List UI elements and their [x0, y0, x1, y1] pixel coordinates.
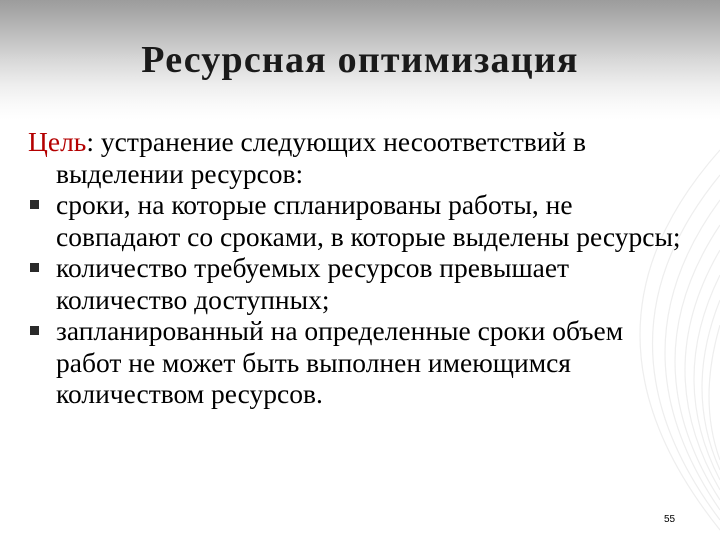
- list-item: [28, 315, 693, 410]
- square-bullet-icon: [30, 326, 39, 335]
- bullet-text: количество требуемых ресурсов превышает количество доступных;: [56, 252, 570, 315]
- square-bullet-icon: [30, 263, 39, 272]
- slide-body: [28, 126, 693, 410]
- slide-title: Ресурсная оптимизация: [141, 39, 579, 81]
- bullet-text: запланированный на определенные сроки объем работ не может быть выполнен имеющимся количеством ресурсов.: [56, 315, 624, 409]
- goal-paragraph: [28, 126, 693, 189]
- bullet-text: сроки, на которые спланированы работы, не совпадают со сроками, в которые выделены ресурсы;: [56, 189, 681, 252]
- bullet-list: [28, 189, 693, 410]
- page-number: 55: [664, 514, 676, 525]
- list-item: [28, 252, 693, 315]
- goal-text: : устранение следующих несоответствий в выделении ресурсов:: [56, 126, 586, 189]
- list-item: [28, 189, 693, 252]
- square-bullet-icon: [30, 200, 39, 209]
- goal-label: Цель: [28, 126, 87, 157]
